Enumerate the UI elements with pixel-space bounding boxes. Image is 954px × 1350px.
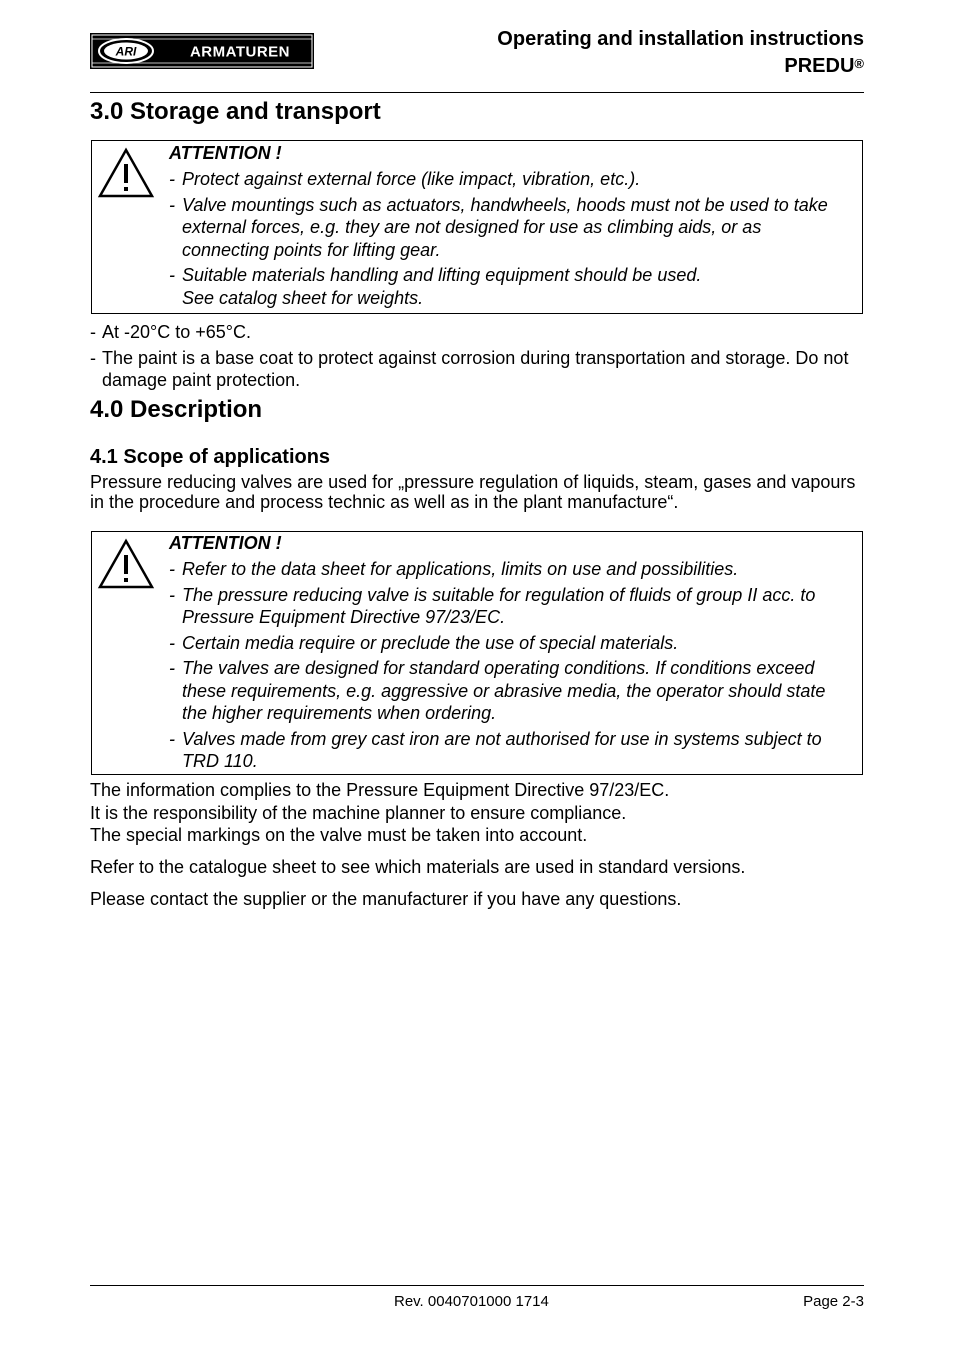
warning-triangle-icon	[97, 147, 155, 199]
catalogue-note: Refer to the catalogue sheet to see which materials are used in standard versions.	[90, 857, 746, 877]
svg-text:ARI: ARI	[115, 44, 137, 59]
attention-content	[169, 532, 852, 773]
ari-armaturen-logo	[90, 33, 314, 69]
registered-mark: ®	[854, 56, 864, 71]
compliance-line: The special markings on the valve must be taken into account.	[90, 825, 588, 845]
attention-item: - Certain media require or preclude the use of special materials.	[169, 632, 852, 655]
storage-notes	[90, 321, 864, 391]
attention-title: ATTENTION !	[169, 533, 282, 553]
product-name: PREDU	[784, 55, 855, 77]
attention-box-storage	[91, 140, 863, 314]
svg-text:ARMATUREN: ARMATUREN	[189, 43, 291, 61]
attention-box-applications	[91, 531, 863, 775]
document-title-line1: Operating and installation instructions	[497, 28, 864, 50]
attention-item: - Valve mountings such as actuators, handwheels, hoods must not be used to take external forces, e.g. they are not designed for use as climbing aids, or as connecting points for lifting gear.	[169, 194, 852, 262]
section-4-heading: 4.0 Description	[90, 396, 263, 423]
attention-item: - Suitable materials handling and lifting equipment should be used. See catalog sheet for weights.	[169, 264, 852, 309]
storage-note: - The paint is a base coat to protect against corrosion during transportation and storage. Do not damage paint protection.	[90, 347, 864, 391]
page-footer	[90, 1285, 864, 1310]
attention-item: - Refer to the data sheet for applications, limits on use and possibilities.	[169, 558, 852, 581]
contact-note: Please contact the supplier or the manufacturer if you have any questions.	[90, 889, 682, 909]
compliance-info	[90, 779, 864, 847]
document-page	[90, 0, 864, 1350]
storage-note: - At -20°C to +65°C.	[90, 321, 864, 343]
page-number: Page 2-3	[803, 1293, 864, 1310]
attention-item: - The pressure reducing valve is suitable for regulation of fluids of group II acc. to Pressure Equipment Directive 97/23/EC.	[169, 584, 852, 629]
attention-title: ATTENTION !	[169, 143, 282, 163]
section-4-1-heading: 4.1 Scope of applications	[90, 446, 331, 468]
attention-item: - Valves made from grey cast iron are not authorised for use in systems subject to TRD 110.	[169, 728, 852, 773]
scope-intro: Pressure reducing valves are used for „pressure regulation of liquids, steam, gases and vapours in the procedure and process technic as well as in the plant manufacture“.	[90, 472, 856, 512]
attention-item: - Protect against external force (like impact, vibration, etc.).	[169, 168, 852, 191]
attention-content	[169, 141, 852, 309]
compliance-line: The information complies to the Pressure Equipment Directive 97/23/EC.	[90, 780, 670, 800]
compliance-line: It is the responsibility of the machine planner to ensure compliance.	[90, 802, 627, 823]
section-3-heading: 3.0 Storage and transport	[90, 98, 381, 125]
page-header	[90, 26, 864, 93]
warning-triangle-icon	[97, 538, 155, 590]
attention-item: - The valves are designed for standard operating conditions. If conditions exceed these requirements, e.g. aggressive or abrasive media, the operator should state the higher requirements when ordering.	[169, 657, 852, 725]
document-title	[497, 26, 864, 80]
revision-number: Rev. 0040701000 1714	[394, 1293, 549, 1310]
